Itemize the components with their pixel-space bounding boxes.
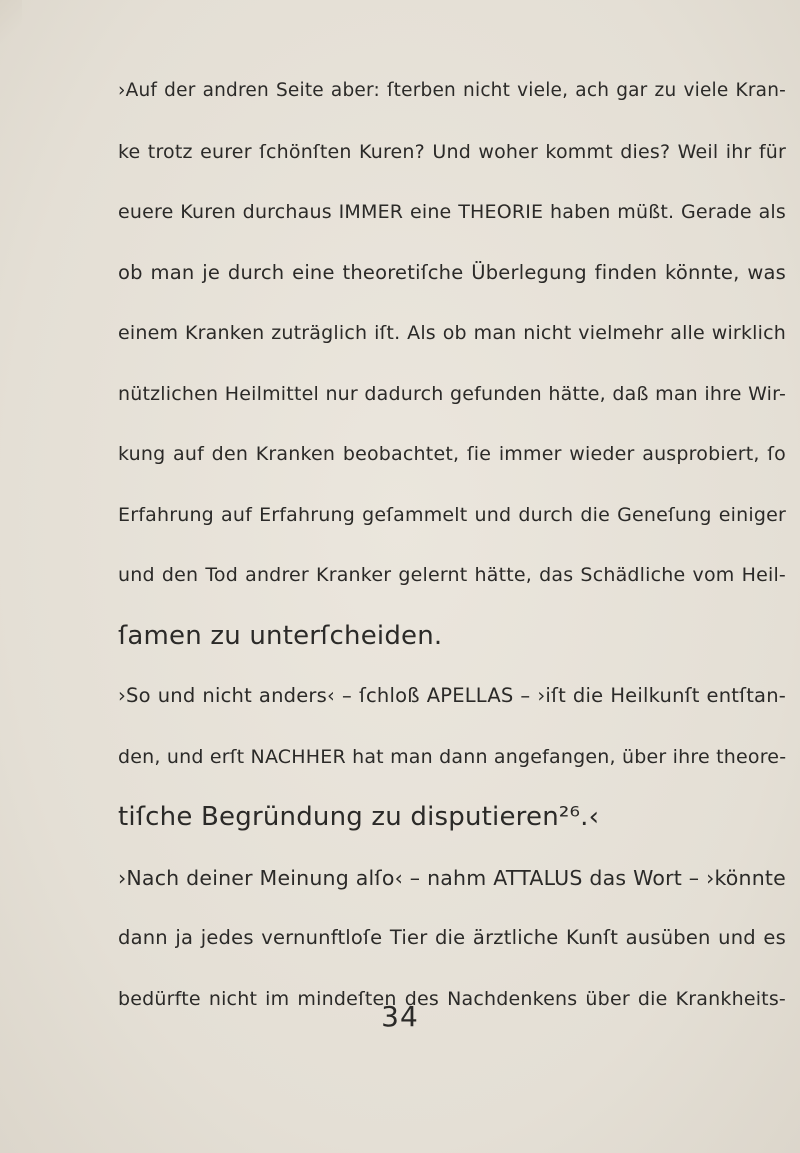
text-line: ke trotz eurer ſchönſten Kuren? Und woher kommt dies? Weil ihr für [118,140,786,163]
text-line: Erfahrung auf Erfahrung geſammelt und durch die Geneſung einiger [118,503,786,526]
text-line: nützlichen Heilmittel nur dadurch gefunden hätte, daß man ihre Wir- [118,382,786,405]
text-line: ſamen zu unterſcheiden. [118,620,443,651]
body-text [118,66,786,1034]
page-corner-shadow [0,0,22,44]
text-line: einem Kranken zuträglich iſt. Als ob man nicht vielmehr alle wirklich [118,322,786,344]
text-line: tiſche Begründung zu disputieren²⁶.‹ [118,802,600,832]
text-line: ob man je durch eine theoretiſche Überlegung finden könnte, was [118,260,786,284]
text-line: bedürfte nicht im mindeſten des Nachdenkens über die Krankheits- [118,987,786,1010]
text-line: dann ja jedes vernunftloſe Tier die ärztliche Kunſt ausüben und es [118,926,786,949]
text-line: kung auf den Kranken beobachtet, ſie immer wieder ausprobiert, ſo [118,443,786,465]
page-number: 34 [381,1000,419,1033]
text-line: ›So und nicht anders‹ – ſchloß APELLAS – ›iſt die Heilkunſt entſtan- [118,684,786,707]
text-line: ›Auf der andren Seite aber: ſterben nicht viele, ach gar zu viele Kran- [118,80,786,101]
text-line: den, und erſt NACHHER hat man dann angefangen, über ihre theore- [118,745,787,768]
text-line: ›Nach deiner Meinung alſo‹ – nahm ATTALUS das Wort – ›könnte [118,865,786,890]
text-line: euere Kuren durchaus IMMER eine THEORIE haben müßt. Gerade als [118,201,786,223]
text-line: und den Tod andrer Kranker gelernt hätte, das Schädliche vom Heil- [118,564,786,586]
